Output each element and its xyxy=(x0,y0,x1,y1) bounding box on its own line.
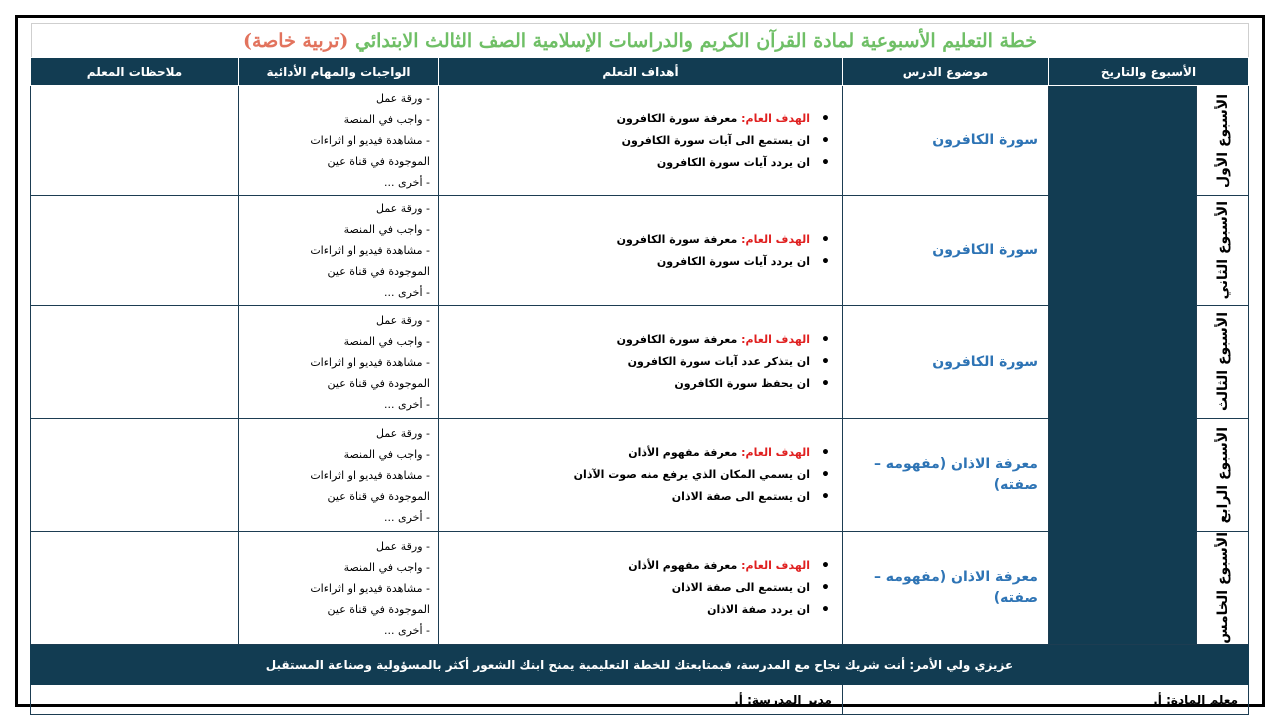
task-item: - ورقة عمل xyxy=(375,539,430,553)
task-item: الموجودة في قناة عين xyxy=(327,489,430,503)
tasks-cell xyxy=(238,196,438,306)
notes-cell xyxy=(30,86,238,196)
week-label: الأسبوع الرابع xyxy=(1214,426,1231,524)
goal-item xyxy=(459,329,832,351)
week-label: الأسبوع الأول xyxy=(1214,93,1231,188)
task-item: - ورقة عمل xyxy=(375,313,430,327)
lesson-title: سورة الكافرون xyxy=(842,86,1048,196)
goal-item xyxy=(459,442,832,464)
lesson-title: سورة الكافرون xyxy=(842,306,1048,419)
task-item: - مشاهدة فيديو او اثراءات xyxy=(310,355,430,369)
lesson-title: معرفة الاذان (مفهومه – صفته) xyxy=(842,532,1048,645)
task-list xyxy=(247,536,430,641)
tasks-cell xyxy=(238,86,438,196)
goal-heading: الهدف العام: xyxy=(741,559,810,572)
title-suffix: (تربية خاصة) xyxy=(242,30,349,52)
task-item: - واجب في المنصة xyxy=(343,223,430,236)
document-frame xyxy=(15,15,1265,707)
goal-text: معرفة سورة الكافرون xyxy=(616,111,738,125)
goals-cell xyxy=(438,196,842,306)
notes-cell xyxy=(30,196,238,306)
goal-text: ان يستمع الى آيات سورة الكافرون xyxy=(621,133,810,147)
task-list xyxy=(247,88,430,193)
week-label-cell xyxy=(1197,532,1249,645)
week-label: الأسبوع الخامس xyxy=(1214,532,1231,644)
header-row xyxy=(30,58,1248,86)
date-cell xyxy=(1048,86,1196,645)
lesson-title: سورة الكافرون xyxy=(842,196,1048,306)
goal-list xyxy=(459,442,832,508)
goal-heading: الهدف العام: xyxy=(741,446,810,459)
task-item: - واجب في المنصة xyxy=(343,447,430,461)
goal-item xyxy=(459,351,832,373)
goal-item xyxy=(459,577,832,599)
task-item: الموجودة في قناة عين xyxy=(327,265,430,278)
goal-text: معرفة مفهوم الأذان xyxy=(628,446,738,459)
goal-heading: الهدف العام: xyxy=(741,232,810,246)
task-list xyxy=(247,310,430,415)
goal-heading: الهدف العام: xyxy=(741,333,810,346)
week-label-cell xyxy=(1197,419,1249,532)
goals-cell xyxy=(438,419,842,532)
parent-message: عزيزي ولي الأمر: أنت شريك نجاح مع المدرسة، فبمتابعتك للخطة التعليمية يمنح ابنك الشعور أكثر بالمسؤولية وصناعة المستقبل xyxy=(30,645,1248,685)
task-item: - واجب في المنصة xyxy=(343,334,430,348)
task-item: الموجودة في قناة عين xyxy=(327,602,430,616)
goal-text: معرفة مفهوم الأذان xyxy=(628,559,738,572)
week-label: الأسبوع الثاني xyxy=(1214,201,1231,300)
goals-cell xyxy=(438,86,842,196)
goal-item xyxy=(459,108,832,130)
goal-text: ان يسمي المكان الذي يرفع منه صوت الآذان xyxy=(573,468,810,481)
goal-text: معرفة سورة الكافرون xyxy=(616,232,738,246)
task-item: - مشاهدة فيديو او اثراءات xyxy=(310,468,430,482)
header-tasks: الواجبات والمهام الأدائية xyxy=(238,58,438,86)
goal-list xyxy=(459,329,832,395)
goal-text: ان يردد آيات سورة الكافرون xyxy=(656,155,810,169)
notes-cell xyxy=(30,419,238,532)
task-item: - ورقة عمل xyxy=(375,202,430,215)
task-item: - واجب في المنصة xyxy=(343,560,430,574)
principal-signature: مدير المدرسة: أ. xyxy=(30,685,842,715)
goal-text: ان يردد آيات سورة الكافرون xyxy=(656,254,810,268)
notes-cell xyxy=(30,306,238,419)
task-item: الموجودة في قناة عين xyxy=(327,155,430,168)
goal-item xyxy=(459,152,832,174)
signature-row xyxy=(30,685,1248,715)
task-list xyxy=(247,423,430,528)
week-label: الأسبوع الثالث xyxy=(1214,312,1231,412)
header-notes: ملاحظات المعلم xyxy=(30,58,238,86)
goal-text: ان يحفظ سورة الكافرون xyxy=(674,377,810,390)
task-item: - أخرى ... xyxy=(383,397,430,411)
task-item: - مشاهدة فيديو او اثراءات xyxy=(310,581,430,595)
teacher-signature: معلم المادة: أ. xyxy=(842,685,1248,715)
header-week-date: الأسبوع والتاريخ xyxy=(1048,58,1248,86)
week-label-cell xyxy=(1197,196,1249,306)
task-item: - ورقة عمل xyxy=(375,426,430,440)
task-item: الموجودة في قناة عين xyxy=(327,376,430,390)
header-lesson: موضوع الدرس xyxy=(842,58,1048,86)
goal-text: ان يتذكر عدد آيات سورة الكافرون xyxy=(627,355,810,368)
goal-item xyxy=(459,486,832,508)
tasks-cell xyxy=(238,306,438,419)
week-row xyxy=(30,86,1248,196)
tasks-cell xyxy=(238,419,438,532)
task-item: - ورقة عمل xyxy=(375,92,430,105)
page-title xyxy=(31,23,1249,57)
lesson-title: معرفة الاذان (مفهومه – صفته) xyxy=(842,419,1048,532)
task-list xyxy=(247,198,430,303)
goal-item xyxy=(459,555,832,577)
task-item: - مشاهدة فيديو او اثراءات xyxy=(310,244,430,257)
task-item: - أخرى ... xyxy=(383,176,430,189)
goal-item xyxy=(459,599,832,621)
goal-heading: الهدف العام: xyxy=(741,111,810,125)
goal-text: ان يردد صفة الاذان xyxy=(707,603,810,616)
week-label-cell xyxy=(1197,86,1249,196)
goal-text: ان يستمع الى صفة الاذان xyxy=(671,581,810,594)
task-item: - واجب في المنصة xyxy=(343,113,430,126)
goals-cell xyxy=(438,306,842,419)
header-goals: أهداف التعلم xyxy=(438,58,842,86)
week-label-cell xyxy=(1197,306,1249,419)
goal-text: ان يستمع الى صفة الاذان xyxy=(671,490,810,503)
goal-text: معرفة سورة الكافرون xyxy=(616,333,738,346)
goal-list xyxy=(459,555,832,621)
plan-container xyxy=(31,23,1249,707)
goals-cell xyxy=(438,532,842,645)
parent-message-row xyxy=(30,645,1248,685)
goal-item xyxy=(459,251,832,273)
goal-item xyxy=(459,130,832,152)
goal-item xyxy=(459,464,832,486)
title-main: خطة التعليم الأسبوعية لمادة القرآن الكريم والدراسات الإسلامية الصف الثالث الابتدائي xyxy=(355,30,1038,52)
goal-list xyxy=(459,108,832,174)
goal-item xyxy=(459,373,832,395)
tasks-cell xyxy=(238,532,438,645)
task-item: - مشاهدة فيديو او اثراءات xyxy=(310,134,430,147)
notes-cell xyxy=(30,532,238,645)
weekly-plan-table xyxy=(30,57,1249,715)
goal-list xyxy=(459,229,832,273)
task-item: - أخرى ... xyxy=(383,623,430,637)
task-item: - أخرى ... xyxy=(383,286,430,299)
goal-item xyxy=(459,229,832,251)
task-item: - أخرى ... xyxy=(383,510,430,524)
